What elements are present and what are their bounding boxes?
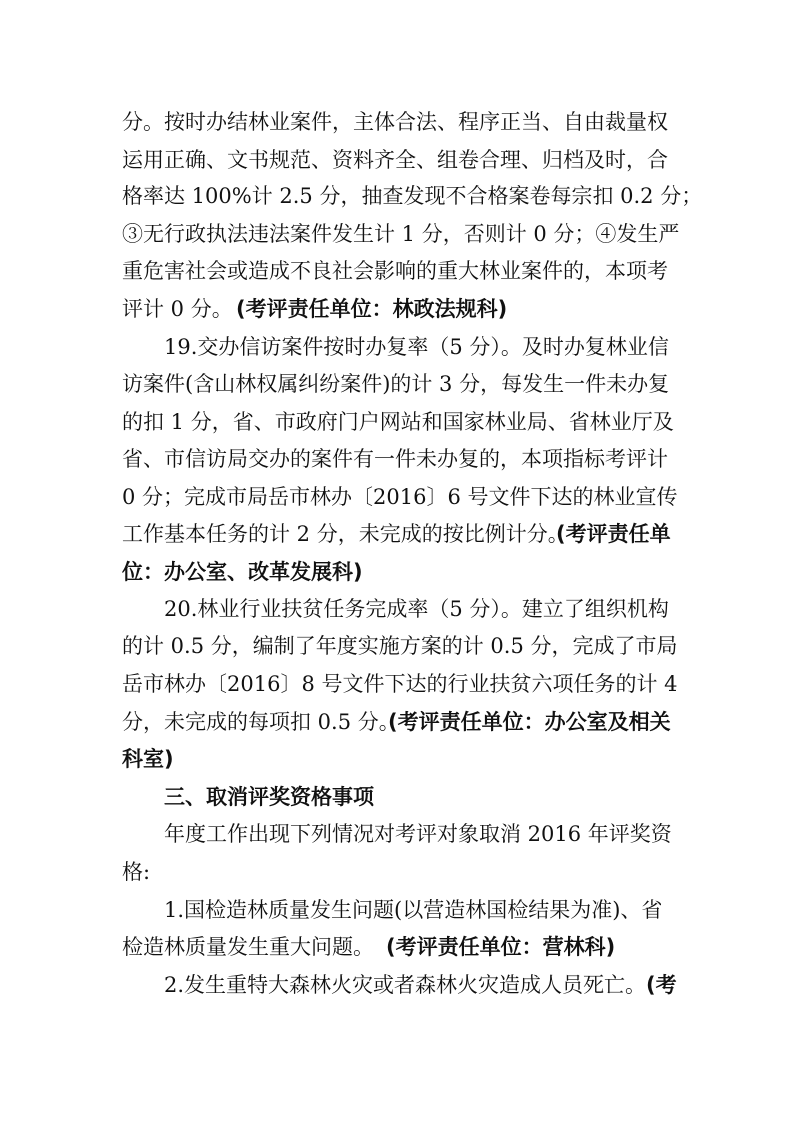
text-line-16: [0, 664, 793, 704]
text-segment: 岳市林办〔2016〕8 号文件下达的行业扶贫六项任务的计 4: [122, 672, 678, 696]
text-line-15: [0, 626, 793, 666]
text-segment: 重危害社会或造成不良社会影响的重大林业案件的，本项考: [122, 259, 668, 283]
text-segment: 2.发生重特大森林火灾或者森林火灾造成人员死亡。: [164, 973, 647, 997]
text-line-14: [0, 589, 793, 629]
text-line-22: [0, 890, 793, 930]
text-line-10: [0, 439, 793, 479]
text-line-3: [0, 176, 793, 216]
text-line-6: [0, 289, 793, 329]
text-segment: 运用正确、文书规范、资料齐全、组卷合理、归档及时，合: [122, 148, 668, 172]
text-line-4: [0, 214, 793, 254]
text-segment: 的计 0.5 分，编制了年度实施方案的计 0.5 分，完成了市局: [122, 634, 678, 658]
responsible-unit-note: (考评责任单位：林政法规科): [236, 297, 508, 321]
text-segment: 1.国检造林质量发生问题(以营造林国检结果为准)、省: [164, 898, 663, 922]
text-line-21: [0, 852, 793, 892]
responsible-unit-note: 科室): [122, 747, 174, 771]
section-heading-text: 三、取消评奖资格事项: [164, 785, 374, 809]
text-segment: ③无行政执法违法案件发生计 1 分，否则计 0 分；④发生严: [122, 222, 680, 246]
text-line-17: [0, 702, 793, 742]
text-segment: 分，未完成的每项扣 0.5 分。: [122, 710, 400, 734]
text-segment: 检造林质量发生重大问题。: [122, 935, 374, 959]
text-line-8: [0, 364, 793, 404]
section-heading: [0, 777, 793, 817]
responsible-unit-note: (考评责任单: [556, 522, 671, 546]
text-segment: 格:: [122, 860, 151, 884]
responsible-unit-note: (考评责任单位：办公室及相关: [388, 710, 671, 734]
text-line-18: [0, 739, 793, 779]
text-line-5: [0, 251, 793, 291]
text-line-24: [0, 965, 793, 1005]
text-segment: 的扣 1 分，省、市政府门户网站和国家林业局、省林业厅及: [122, 410, 674, 434]
text-segment: 工作基本任务的计 2 分，未完成的按比例计分。: [122, 522, 569, 546]
text-segment: 格率达 100%计 2.5 分，抽查发现不合格案卷每宗扣 0.2 分；: [122, 184, 703, 208]
text-line-7: [0, 327, 793, 367]
text-line-9: [0, 402, 793, 442]
text-segment: 20.林业行业扶贫任务完成率（5 分）。建立了组织机构: [164, 597, 669, 621]
text-line-1: [0, 102, 793, 142]
text-segment: 省、市信访局交办的案件有一件未办复的，本项指标考评计: [122, 447, 668, 471]
text-line-2: [0, 140, 793, 180]
text-segment: 年度工作出现下列情况对考评对象取消 2016 年评奖资: [164, 822, 672, 846]
text-line-12: [0, 514, 793, 554]
text-segment: 评计 0 分。: [122, 297, 233, 321]
text-segment: 0 分；完成市局岳市林办〔2016〕6 号文件下达的林业宣传: [122, 485, 678, 509]
text-line-13: [0, 552, 793, 592]
text-segment: 19.交办信访案件按时办复率（5 分）。及时办复林业信: [164, 335, 669, 359]
text-segment: 分。按时办结林业案件，主体合法、程序正当、自由裁量权: [122, 110, 668, 134]
responsible-unit-note: (考评责任单位：营林科): [386, 935, 616, 959]
responsible-unit-note: (考: [646, 973, 677, 997]
responsible-unit-note: 位：办公室、改革发展科): [122, 560, 363, 584]
text-segment: 访案件(含山林权属纠纷案件)的计 3 分，每发生一件未办复: [122, 372, 670, 396]
text-line-11: [0, 477, 793, 517]
text-line-23: [0, 927, 793, 967]
text-line-20: [0, 814, 793, 854]
